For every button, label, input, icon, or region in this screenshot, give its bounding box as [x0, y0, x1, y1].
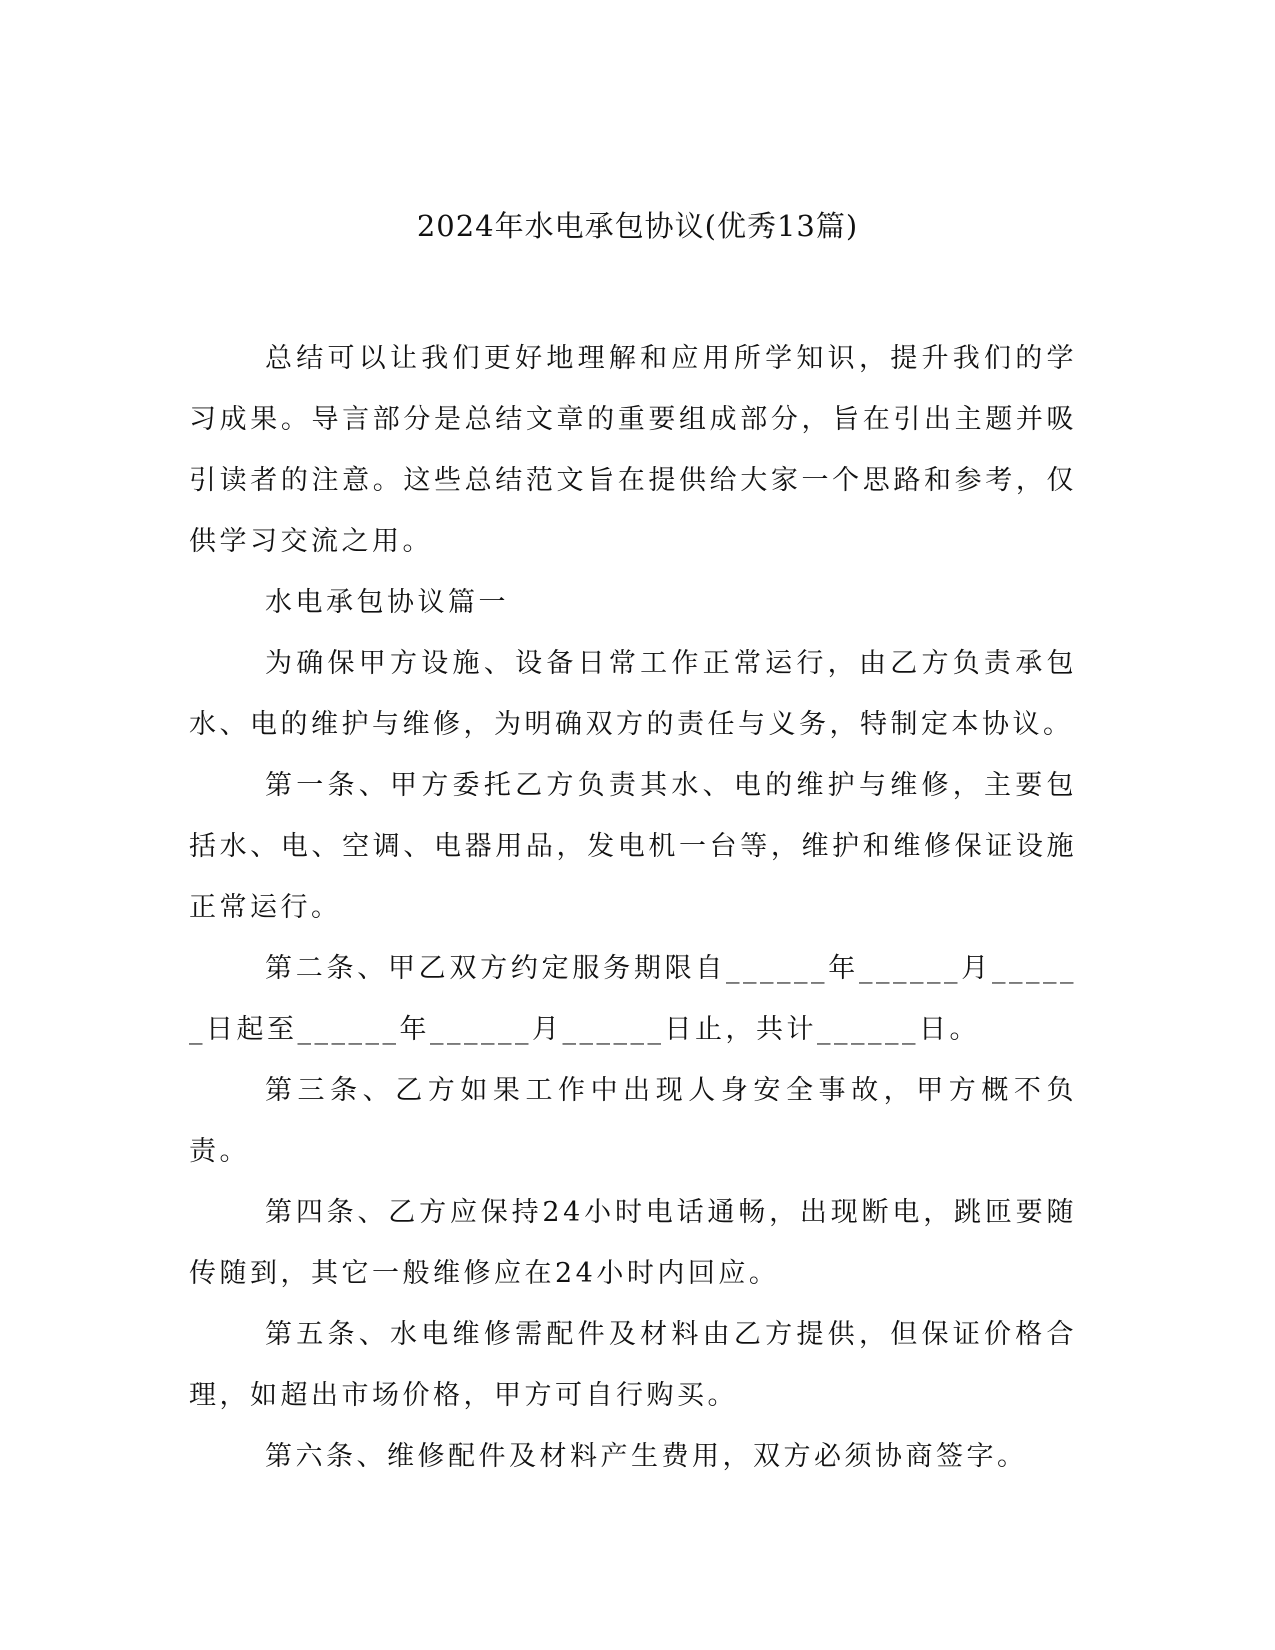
document-body	[189, 328, 1077, 1487]
document-title: 2024年水电承包协议(优秀13篇)	[416, 209, 859, 243]
article-6: 第六条、维修配件及材料产生费用，双方必须协商签字。	[265, 1441, 1028, 1472]
article-3: 第三条、乙方如果工作中出现人身安全事故，甲方概不负责。	[189, 1075, 1077, 1167]
article-1: 第一条、甲方委托乙方负责其水、电的维护与维修，主要包括水、电、空调、电器用品，发电机一台等，维护和维修保证设施正常运行。	[189, 770, 1077, 923]
article-2: 第二条、甲乙双方约定服务期限自______年______月______日起至______年______月______日止，共计______日。	[189, 953, 1077, 1045]
preamble-paragraph: 为确保甲方设施、设备日常工作正常运行，由乙方负责承包水、电的维护与维修，为明确双方的责任与义务，特制定本协议。	[189, 648, 1077, 740]
intro-paragraph: 总结可以让我们更好地理解和应用所学知识，提升我们的学习成果。导言部分是总结文章的重要组成部分，旨在引出主题并吸引读者的注意。这些总结范文旨在提供给大家一个思路和参考，仅供学习交流之用。	[189, 343, 1077, 557]
article-4: 第四条、乙方应保持24小时电话通畅，出现断电，跳匝要随传随到，其它一般维修应在24小时内回应。	[189, 1197, 1077, 1289]
article-5: 第五条、水电维修需配件及材料由乙方提供，但保证价格合理，如超出市场价格，甲方可自行购买。	[189, 1319, 1077, 1411]
section-heading: 水电承包协议篇一	[265, 587, 509, 618]
